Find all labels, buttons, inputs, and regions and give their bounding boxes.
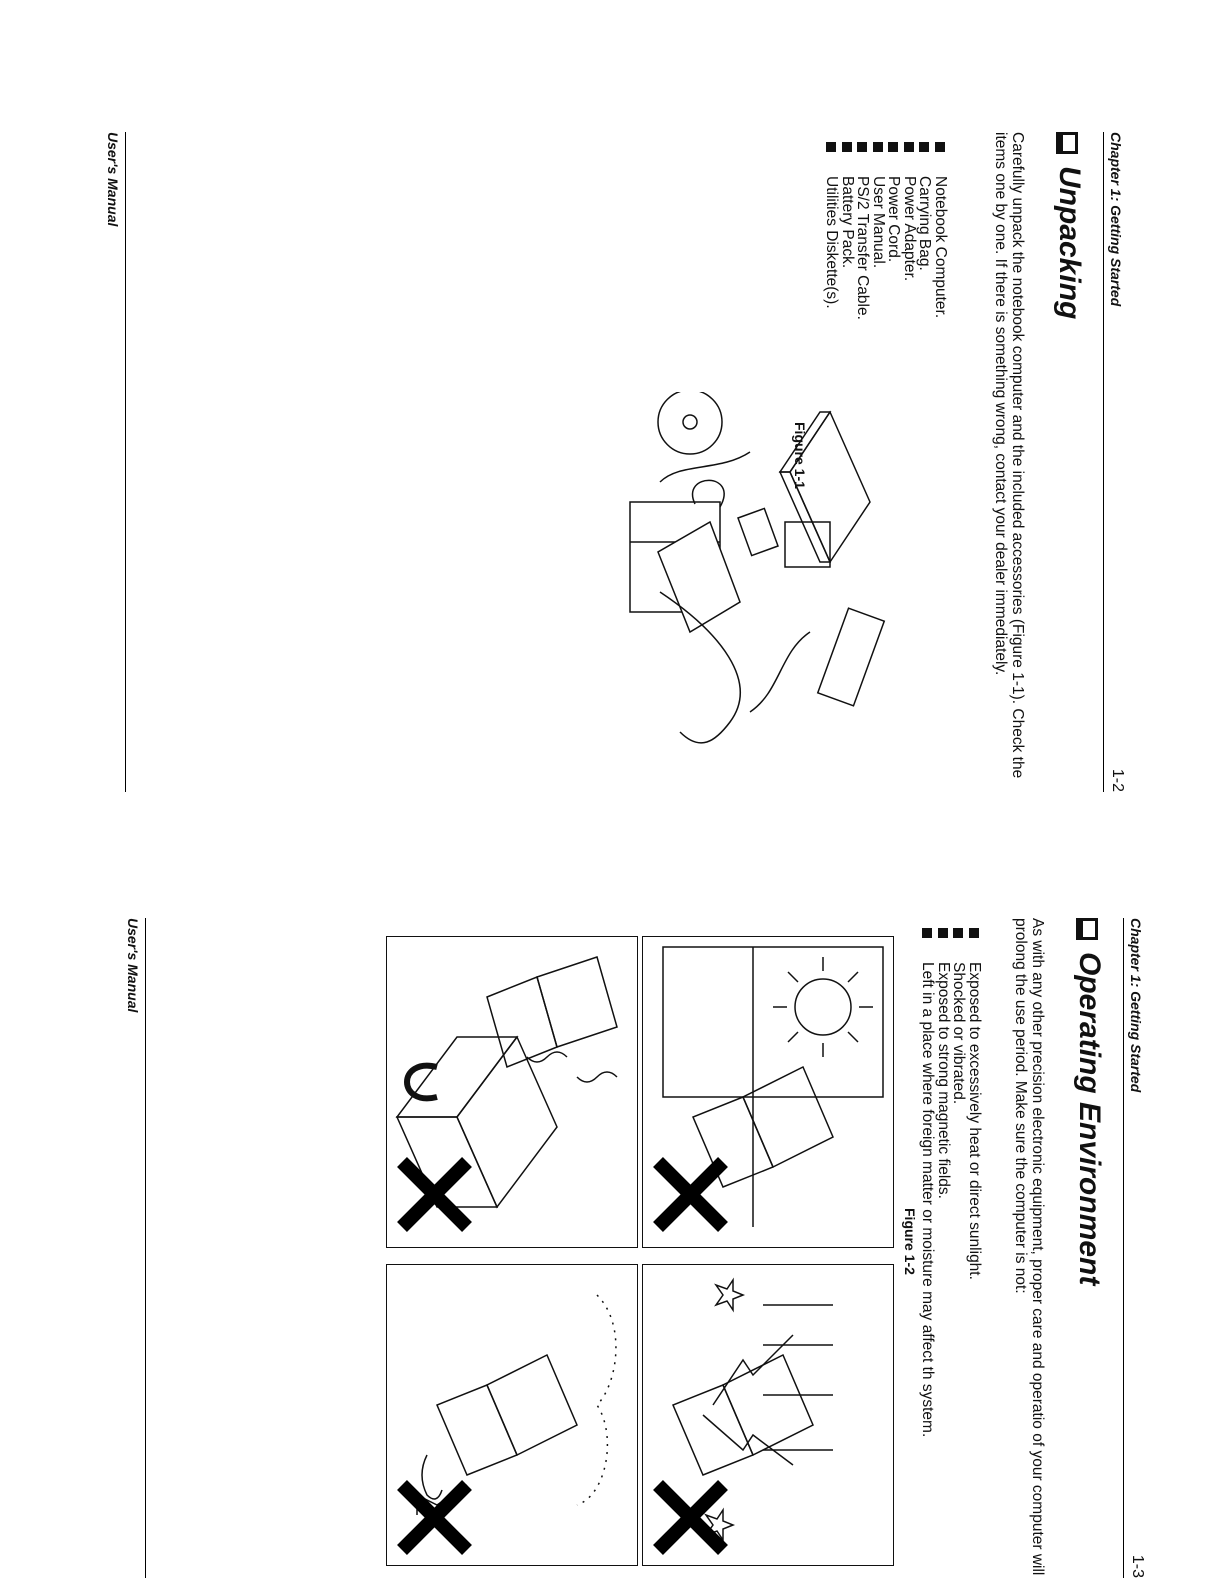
list-item: Shocked or vibrated. bbox=[951, 928, 967, 1568]
magnetic-field-warning-panel bbox=[386, 936, 638, 1248]
cross-mark-icon bbox=[658, 1162, 723, 1227]
page-footer: User's Manual bbox=[105, 132, 126, 792]
chapter-title: Chapter 1: Getting Started bbox=[1128, 918, 1144, 1093]
section-title bbox=[1072, 918, 1106, 1285]
cd-disc-drawing bbox=[658, 392, 722, 454]
page-footer: User's Manual bbox=[125, 918, 146, 1578]
cross-mark-icon bbox=[402, 1485, 467, 1550]
shock-warning-panel bbox=[642, 1264, 894, 1566]
laptop-drawing bbox=[673, 1355, 813, 1475]
cross-mark-icon bbox=[402, 1162, 467, 1227]
cloud-drawing bbox=[577, 1295, 616, 1505]
intro-paragraph: As with any other precision electronic equipment, proper care and operatio of your computer will prolong the use period. Make sure the computer is not: bbox=[1012, 918, 1046, 1576]
list-item: Power Adapter. bbox=[902, 142, 918, 320]
list-item: User Manual. bbox=[871, 142, 887, 320]
moisture-warning-panel bbox=[386, 1264, 638, 1566]
section-title-text: Operating Environment bbox=[1073, 952, 1106, 1286]
page-number: 1-2 bbox=[1109, 768, 1126, 792]
list-item: Carrying Bag. bbox=[917, 142, 933, 320]
list-item: Battery Pack. bbox=[840, 142, 856, 320]
list-item: Notebook Computer. bbox=[933, 142, 949, 320]
list-item: Exposed to excessively heat or direct sunlight. bbox=[967, 928, 983, 1568]
lightning-icon bbox=[703, 1335, 793, 1465]
page-header bbox=[1123, 918, 1150, 1578]
section-title bbox=[1052, 132, 1086, 319]
user-manual-drawing bbox=[658, 522, 740, 632]
sunlight-warning-panel bbox=[642, 936, 894, 1248]
cable-drawing bbox=[660, 452, 750, 482]
figure-caption: Figure 1-2 bbox=[902, 1208, 918, 1275]
list-item: PS/2 Transfer Cable. bbox=[855, 142, 871, 320]
page-number: 1-3 bbox=[1129, 1554, 1146, 1578]
figure-caption: Figure 1-1 bbox=[792, 422, 808, 489]
power-adapter-drawing bbox=[818, 608, 884, 706]
window-frame-drawing bbox=[663, 947, 883, 1097]
list-item: Power Cord. bbox=[886, 142, 902, 320]
manual-page-1-2 bbox=[90, 132, 1130, 792]
intro-paragraph: Carefully unpack the notebook computer and the included accessories (Figure 1-1). Check the items one by one. If there is something wrong, contact your dealer immediately. bbox=[992, 132, 1026, 779]
notebook-icon bbox=[1080, 918, 1098, 940]
list-item: Utilities Diskette(s). bbox=[824, 142, 840, 320]
star-icon bbox=[716, 1280, 743, 1310]
list-item: Exposed to strong magnetic fields. bbox=[936, 928, 952, 1568]
environment-warning-list bbox=[920, 928, 982, 1568]
battery-pack-drawing bbox=[738, 508, 778, 555]
page-header bbox=[1103, 132, 1130, 792]
sun-icon bbox=[773, 957, 873, 1057]
floppy-disk-drawing bbox=[785, 522, 830, 567]
package-contents-list bbox=[824, 142, 948, 320]
spill-drawing bbox=[422, 1455, 442, 1499]
laptop-drawing bbox=[437, 1355, 577, 1475]
package-contents-illustration bbox=[510, 392, 890, 772]
chapter-title: Chapter 1: Getting Started bbox=[1108, 132, 1124, 307]
section-title-text: Unpacking bbox=[1053, 166, 1086, 320]
manual-page-1-3 bbox=[110, 918, 1150, 1578]
notebook-icon bbox=[1060, 132, 1078, 154]
wave-icon bbox=[577, 1072, 617, 1082]
list-item: Left in a place where foreign matter or moisture may affect th system. bbox=[920, 928, 936, 1568]
